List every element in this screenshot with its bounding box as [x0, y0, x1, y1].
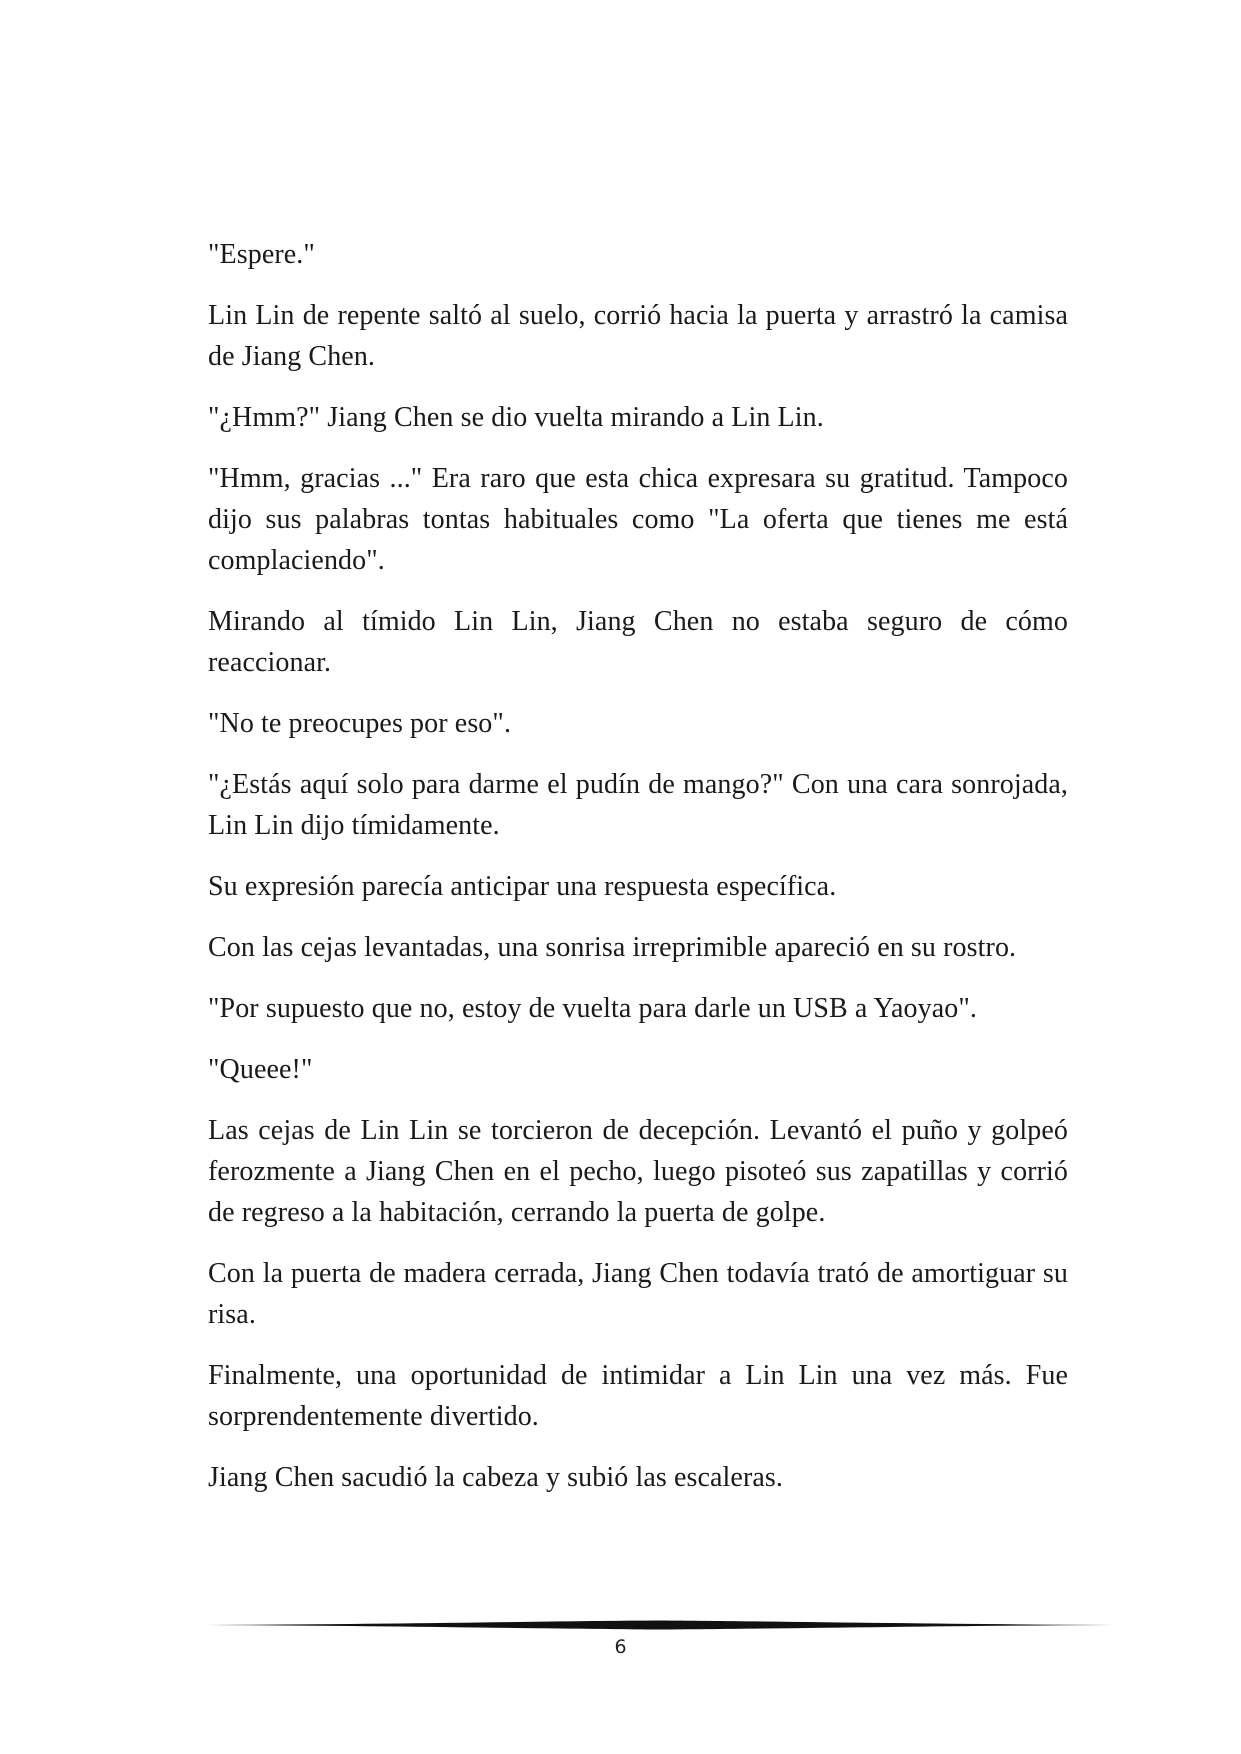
- paragraph: "Hmm, gracias ..." Era raro que esta chica expresara su gratitud. Tampoco dijo sus palabras tontas habituales como "La oferta que tienes me está complaciendo".: [208, 463, 1068, 576]
- footer-divider-stroke: [206, 1621, 1114, 1630]
- paragraph: Mirando al tímido Lin Lin, Jiang Chen no estaba seguro de cómo reaccionar.: [208, 606, 1068, 678]
- paragraph: Su expresión parecía anticipar una respuesta específica.: [208, 871, 837, 902]
- paragraph: Con la puerta de madera cerrada, Jiang Chen todavía trató de amortiguar su risa.: [208, 1258, 1068, 1330]
- paragraph: "Queee!": [208, 1054, 313, 1085]
- paragraph: "¿Hmm?" Jiang Chen se dio vuelta mirando a Lin Lin.: [208, 402, 824, 433]
- paragraph: "Por supuesto que no, estoy de vuelta para darle un USB a Yaoyao".: [208, 993, 977, 1024]
- paragraph: Finalmente, una oportunidad de intimidar a Lin Lin una vez más. Fue sorprendentemente divertido.: [208, 1360, 1068, 1432]
- paragraph: Jiang Chen sacudió la cabeza y subió las escaleras.: [208, 1462, 783, 1493]
- page-body: [208, 234, 1068, 1518]
- footer-divider: [206, 1619, 1114, 1631]
- paragraph: Con las cejas levantadas, una sonrisa irreprimible apareció en su rostro.: [208, 932, 1017, 963]
- paragraph: Las cejas de Lin Lin se torcieron de decepción. Levantó el puño y golpeó ferozmente a Jiang Chen en el pecho, luego pisoteó sus zapatillas y corrió de regreso a la habitación, cerrando la puerta de golpe.: [208, 1115, 1068, 1228]
- page-number: 6: [614, 1636, 627, 1658]
- paragraph: "¿Estás aquí solo para darme el pudín de mango?" Con una cara sonrojada, Lin Lin dijo tímidamente.: [208, 769, 1068, 841]
- paragraph: Lin Lin de repente saltó al suelo, corrió hacia la puerta y arrastró la camisa de Jiang Chen.: [208, 300, 1068, 372]
- paragraph: "Espere.": [208, 239, 315, 270]
- paragraph: "No te preocupes por eso".: [208, 708, 512, 739]
